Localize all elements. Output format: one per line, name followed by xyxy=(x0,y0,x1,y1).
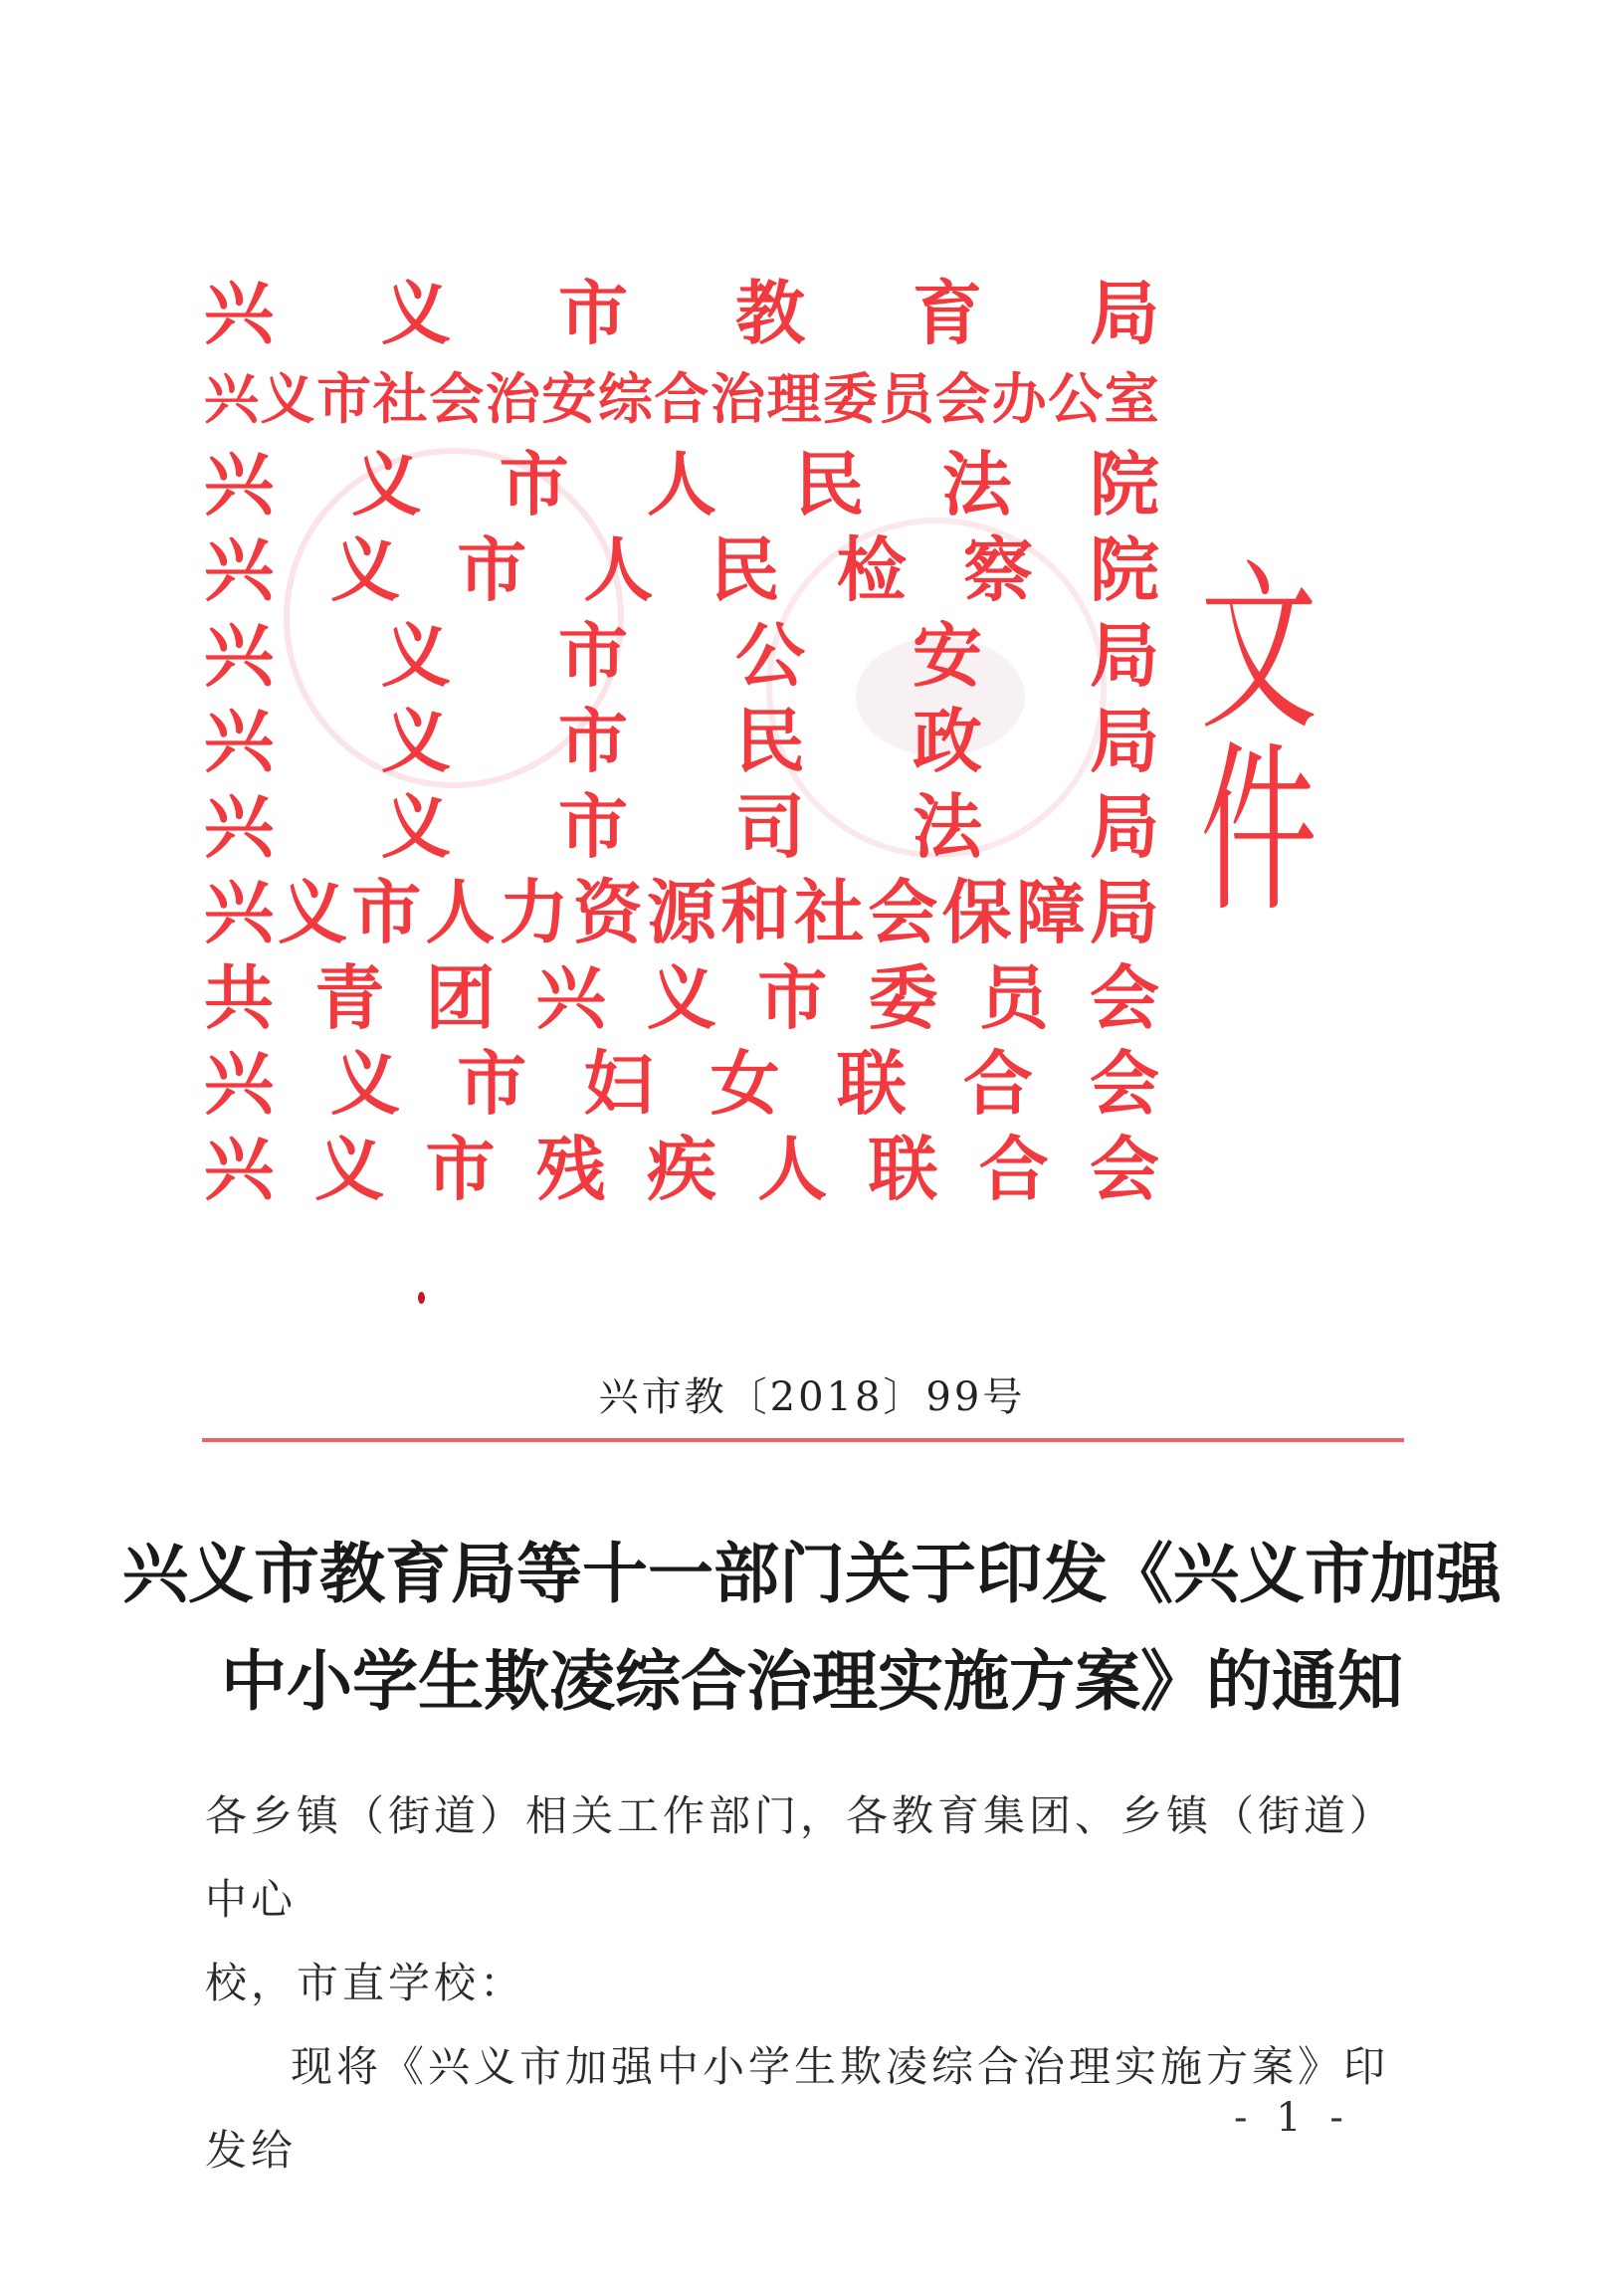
document-body xyxy=(205,1774,1411,2192)
issuer-character: 市 xyxy=(425,1129,496,1210)
issuer-character: 保 xyxy=(941,872,1012,953)
issuer-character: 育 xyxy=(913,273,982,354)
issuer-name xyxy=(204,442,1159,527)
issuer-character: 理 xyxy=(766,367,822,431)
issuer-character: 政 xyxy=(913,701,982,782)
document-type-label: 文件 xyxy=(1200,541,1313,938)
issuer-character: 兴 xyxy=(204,444,274,525)
issuer-character: 源 xyxy=(646,872,716,953)
issuer-character: 委 xyxy=(868,957,938,1039)
issuer-character: 障 xyxy=(1015,872,1086,953)
issuer-character: 合 xyxy=(978,1129,1049,1210)
issuer-character: 社 xyxy=(794,872,865,953)
issuer-character: 市 xyxy=(316,367,372,431)
issuer-character: 兴 xyxy=(204,529,274,611)
issuer-character: 义 xyxy=(330,529,401,611)
issuer-character: 市 xyxy=(351,872,422,953)
issuer-character: 疾 xyxy=(647,1129,716,1210)
ink-speck xyxy=(418,1292,425,1304)
issuer-name xyxy=(204,870,1159,955)
issuer-character: 治 xyxy=(485,367,540,431)
issuer-character: 合 xyxy=(654,367,710,431)
issuer-character: 义 xyxy=(381,701,451,782)
issuer-character: 公 xyxy=(735,615,805,697)
issuer-name xyxy=(204,955,1159,1041)
issuer-character: 会 xyxy=(868,872,938,953)
issuer-character: 女 xyxy=(710,1043,780,1125)
issuer-character: 合 xyxy=(962,1043,1033,1125)
issuer-character: 市 xyxy=(757,957,828,1039)
issuer-character: 青 xyxy=(314,957,385,1039)
issuer-character: 察 xyxy=(962,529,1033,611)
issuer-character: 兴 xyxy=(535,957,606,1039)
issuer-character: 教 xyxy=(735,273,805,354)
issuer-character: 员 xyxy=(879,367,934,431)
issuer-character: 联 xyxy=(836,1043,907,1125)
issuer-name xyxy=(204,613,1159,699)
issuer-character: 兴 xyxy=(204,872,274,953)
issuer-character: 义 xyxy=(278,872,348,953)
issuer-character: 兴 xyxy=(204,367,260,431)
issuer-character: 义 xyxy=(330,1043,401,1125)
issuer-character: 兴 xyxy=(204,701,274,782)
issuer-character: 检 xyxy=(836,529,907,611)
issuer-character: 兴 xyxy=(204,1043,274,1125)
issuer-character: 义 xyxy=(351,444,422,525)
issuer-character: 委 xyxy=(823,367,879,431)
issuer-character: 局 xyxy=(1090,615,1159,697)
issuer-character: 社 xyxy=(372,367,428,431)
issuer-character: 人 xyxy=(757,1129,828,1210)
issuer-character: 司 xyxy=(735,786,805,868)
issuer-character: 室 xyxy=(1104,367,1159,431)
red-divider-line xyxy=(202,1438,1404,1442)
issuer-character: 局 xyxy=(1090,701,1159,782)
title-line: 中小学生欺凌综合治理实施方案》的通知 xyxy=(221,1642,1403,1720)
issuer-character: 义 xyxy=(381,615,451,697)
issuer-character: 兴 xyxy=(204,786,274,868)
issuer-character: 安 xyxy=(913,615,982,697)
issuer-character: 会 xyxy=(1090,1129,1159,1210)
issuer-name xyxy=(204,527,1159,613)
body-paragraph: 现将《兴义市加强中小学生欺凌综合治理实施方案》印发给 xyxy=(205,2042,1390,2175)
issuer-character: 市 xyxy=(558,615,628,697)
document-title xyxy=(0,1520,1624,1735)
issuer-character: 兴 xyxy=(204,273,274,354)
issuer-name xyxy=(204,1041,1159,1127)
issuer-character: 人 xyxy=(646,444,716,525)
document-number: 兴市教〔2018〕99号 xyxy=(598,1374,1026,1420)
issuer-name xyxy=(204,271,1159,356)
issuer-character: 义 xyxy=(647,957,716,1039)
issuer-character: 市 xyxy=(457,1043,527,1125)
issuer-character: 妇 xyxy=(583,1043,654,1125)
issuer-character: 局 xyxy=(1090,786,1159,868)
issuer-name xyxy=(204,699,1159,784)
page-number: - 1 - xyxy=(1234,2095,1351,2141)
issuer-character: 市 xyxy=(558,701,628,782)
issuer-character: 残 xyxy=(535,1129,606,1210)
issuer-character: 资 xyxy=(572,872,643,953)
issuer-character: 团 xyxy=(425,957,496,1039)
issuer-character: 局 xyxy=(1090,273,1159,354)
salutation-line: 校，市直学校： xyxy=(205,1959,526,2007)
issuer-character: 共 xyxy=(204,957,274,1039)
issuer-character: 义 xyxy=(260,367,315,431)
issuer-character: 院 xyxy=(1089,529,1159,611)
issuer-name xyxy=(204,784,1159,870)
issuer-character: 人 xyxy=(425,872,496,953)
issuer-character: 和 xyxy=(720,872,791,953)
issuer-character: 局 xyxy=(1089,872,1159,953)
issuer-character: 兴 xyxy=(204,1129,274,1210)
issuer-character: 法 xyxy=(941,444,1012,525)
issuer-character: 民 xyxy=(794,444,865,525)
issuer-character: 义 xyxy=(381,273,451,354)
issuer-character: 公 xyxy=(1048,367,1104,431)
issuer-character: 义 xyxy=(381,786,451,868)
issuer-character: 安 xyxy=(541,367,597,431)
issuer-character: 会 xyxy=(1090,957,1159,1039)
issuer-character: 员 xyxy=(978,957,1049,1039)
issuer-character: 法 xyxy=(913,786,982,868)
issuer-character: 义 xyxy=(314,1129,385,1210)
issuer-character: 市 xyxy=(499,444,569,525)
issuer-character: 会 xyxy=(935,367,991,431)
title-line: 兴义市教育局等十一部门关于印发《兴义市加强 xyxy=(122,1535,1502,1612)
issuing-agencies-header xyxy=(204,271,1159,1212)
issuer-name xyxy=(204,356,1159,442)
issuer-character: 联 xyxy=(868,1129,938,1210)
issuer-character: 会 xyxy=(1089,1043,1159,1125)
issuer-character: 兴 xyxy=(204,615,274,697)
issuer-character: 会 xyxy=(429,367,485,431)
issuer-character: 综 xyxy=(597,367,653,431)
issuer-character: 人 xyxy=(583,529,654,611)
issuer-character: 办 xyxy=(991,367,1047,431)
issuer-character: 市 xyxy=(558,273,628,354)
issuer-character: 力 xyxy=(499,872,569,953)
issuer-character: 市 xyxy=(558,786,628,868)
issuer-character: 治 xyxy=(710,367,765,431)
issuer-character: 市 xyxy=(457,529,527,611)
issuer-character: 院 xyxy=(1089,444,1159,525)
salutation-line: 各乡镇（街道）相关工作部门，各教育集团、乡镇（街道）中心 xyxy=(205,1791,1396,1924)
issuer-name xyxy=(204,1127,1159,1212)
issuer-character: 民 xyxy=(710,529,780,611)
issuer-character: 民 xyxy=(735,701,805,782)
